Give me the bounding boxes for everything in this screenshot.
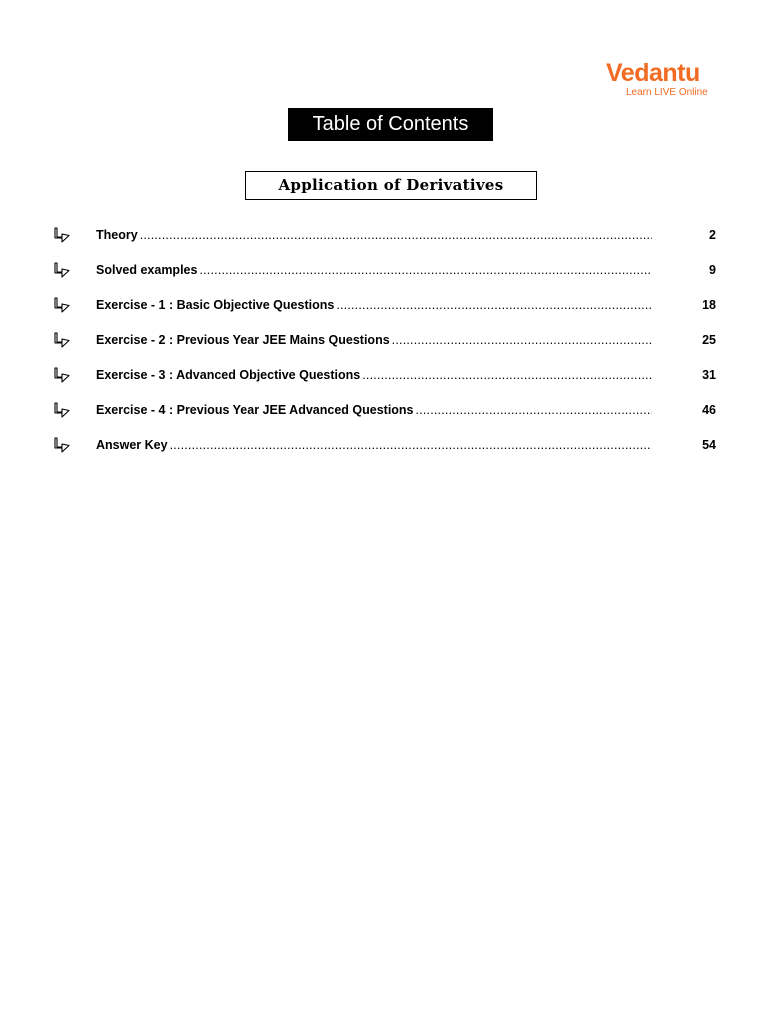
- toc-page-number: 2: [709, 228, 716, 242]
- toc-label: Exercise - 3 : Advanced Objective Questions: [96, 368, 361, 382]
- toc-entry: [96, 263, 652, 277]
- toc-entry: [96, 368, 652, 382]
- toc-page-number: 25: [702, 333, 716, 347]
- toc-page-number: 9: [709, 263, 716, 277]
- toc-page-number: 46: [702, 403, 716, 417]
- hollow-arrow-icon: [52, 296, 72, 316]
- hollow-arrow-icon: [52, 366, 72, 386]
- toc-entry: [96, 298, 652, 312]
- dot-leader: [140, 228, 652, 242]
- toc-page-number: 31: [702, 368, 716, 382]
- toc-label: Theory: [96, 228, 138, 242]
- toc-item-exercise-1[interactable]: [50, 294, 720, 329]
- dot-leader: [362, 368, 652, 382]
- dot-leader: [416, 403, 652, 417]
- dot-leader: [336, 298, 652, 312]
- logo-wordmark: Vedantu: [606, 59, 700, 87]
- hollow-arrow-icon: [52, 436, 72, 456]
- hollow-arrow-icon: [52, 261, 72, 281]
- toc-item-solved-examples[interactable]: [50, 259, 720, 294]
- toc-item-exercise-3[interactable]: [50, 364, 720, 399]
- toc-label: Solved examples: [96, 263, 198, 277]
- toc-label: Exercise - 4 : Previous Year JEE Advanced Questions: [96, 403, 414, 417]
- toc-list: [50, 224, 720, 469]
- toc-label: Answer Key: [96, 438, 168, 452]
- toc-entry: [96, 228, 652, 242]
- hollow-arrow-icon: [52, 401, 72, 421]
- dot-leader: [392, 333, 652, 347]
- logo-tagline: Learn LIVE Online: [626, 87, 708, 98]
- toc-item-theory[interactable]: [50, 224, 720, 259]
- toc-item-exercise-2[interactable]: [50, 329, 720, 364]
- toc-page-number: 18: [702, 298, 716, 312]
- dot-leader: [199, 263, 652, 277]
- toc-label: Exercise - 2 : Previous Year JEE Mains Questions: [96, 333, 390, 347]
- vedantu-logo: [606, 58, 736, 102]
- subject-title: Application of Derivatives: [245, 171, 537, 200]
- toc-label: Exercise - 1 : Basic Objective Questions: [96, 298, 335, 312]
- toc-entry: [96, 438, 652, 452]
- toc-item-answer-key[interactable]: [50, 434, 720, 469]
- toc-entry: [96, 403, 652, 417]
- hollow-arrow-icon: [52, 226, 72, 246]
- dot-leader: [170, 438, 652, 452]
- toc-banner: Table of Contents: [288, 108, 493, 141]
- toc-item-exercise-4[interactable]: [50, 399, 720, 434]
- toc-entry: [96, 333, 652, 347]
- hollow-arrow-icon: [52, 331, 72, 351]
- toc-page-number: 54: [702, 438, 716, 452]
